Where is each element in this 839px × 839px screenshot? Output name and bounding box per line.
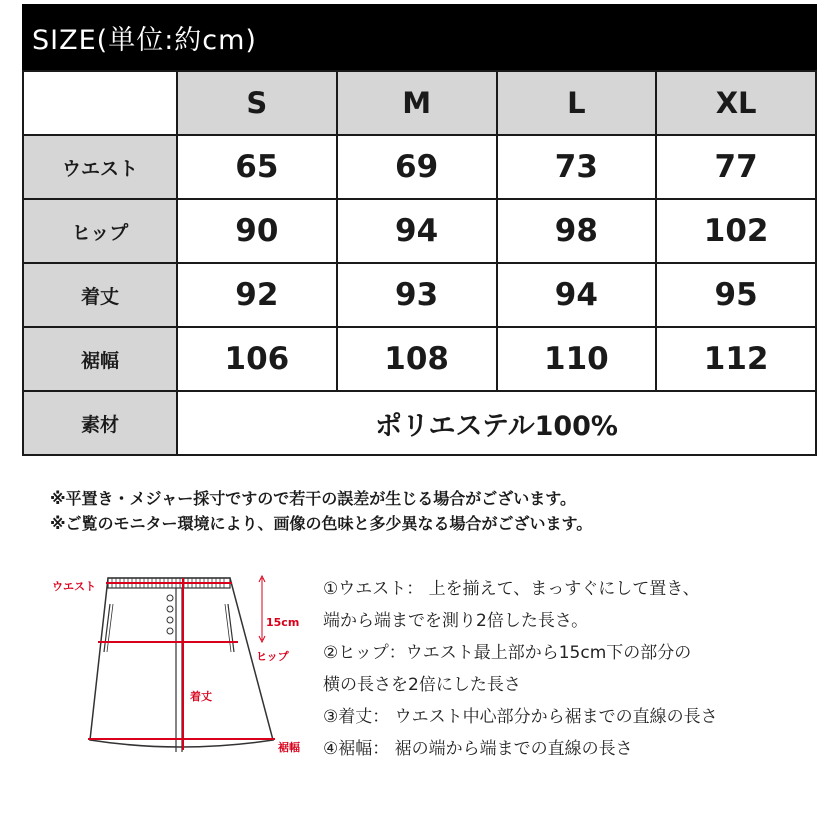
measurement-explanations xyxy=(323,573,718,765)
table-cell: 94 xyxy=(337,199,497,263)
table-cell: 90 xyxy=(177,199,337,263)
explanation-line: ④裾幅： 裾の端から端までの直線の長さ xyxy=(323,739,633,759)
diagram-label-15cm: 15cm xyxy=(266,616,300,629)
row-label-length: 着丈 xyxy=(23,263,177,327)
table-cell: 110 xyxy=(497,327,657,391)
size-title xyxy=(22,4,817,70)
table-cell: 92 xyxy=(177,263,337,327)
size-header-m: M xyxy=(337,71,497,135)
diagram-label-hip: ヒップ xyxy=(256,650,289,663)
row-label-hip: ヒップ xyxy=(23,199,177,263)
table-row-hip xyxy=(23,199,816,263)
table-cell: 93 xyxy=(337,263,497,327)
table-row-waist xyxy=(23,135,816,199)
size-header-l: L xyxy=(497,71,657,135)
table-cell: 108 xyxy=(337,327,497,391)
material-value: ポリエステル100% xyxy=(177,391,816,455)
size-header-xl: XL xyxy=(656,71,816,135)
explanation-line: 端から端までを測り2倍した長さ。 xyxy=(323,611,589,631)
diagram-label-hem: 裾幅 xyxy=(278,741,300,754)
size-header-row xyxy=(23,71,816,135)
table-row-length xyxy=(23,263,816,327)
skirt-diagram xyxy=(40,562,310,772)
row-label-material: 素材 xyxy=(23,391,177,455)
table-cell: 112 xyxy=(656,327,816,391)
diagram-label-length: 着丈 xyxy=(190,690,212,703)
note-measurement: ※平置き・メジャー採寸ですので若干の誤差が生じる場合がございます。 xyxy=(50,489,576,508)
explanation-line: ③着丈： ウエスト中心部分から裾までの直線の長さ xyxy=(323,707,718,727)
skirt-pocket-left-inner xyxy=(107,604,113,652)
table-cell: 98 xyxy=(497,199,657,263)
table-cell: 65 xyxy=(177,135,337,199)
table-cell: 73 xyxy=(497,135,657,199)
size-header-s: S xyxy=(177,71,337,135)
notes xyxy=(50,486,592,536)
skirt-pocket-right-inner xyxy=(225,604,231,652)
table-row-material xyxy=(23,391,816,455)
table-cell: 94 xyxy=(497,263,657,327)
table-cell: 69 xyxy=(337,135,497,199)
skirt-buttons xyxy=(167,595,173,634)
table-cell: 102 xyxy=(656,199,816,263)
table-row-hem xyxy=(23,327,816,391)
note-color: ※ご覧のモニター環境により、画像の色味と多少異なる場合がございます。 xyxy=(50,514,593,533)
explanation-line: ①ウエスト： 上を揃えて、まっすぐにして置き、 xyxy=(323,579,700,599)
table-cell: 95 xyxy=(656,263,816,327)
row-label-hem: 裾幅 xyxy=(23,327,177,391)
skirt-pocket-right xyxy=(228,604,234,652)
explanation-line: 横の長さを2倍にした長さ xyxy=(323,675,521,695)
size-title-text: SIZE(単位:約cm) xyxy=(32,24,257,56)
diagram-label-waist: ウエスト xyxy=(52,580,96,593)
size-table xyxy=(22,70,817,456)
explanation-line: ②ヒップ：ウエスト最上部から15cm下の部分の xyxy=(323,643,692,663)
table-cell: 77 xyxy=(656,135,816,199)
row-label-waist: ウエスト xyxy=(23,135,177,199)
table-cell: 106 xyxy=(177,327,337,391)
table-corner-cell xyxy=(23,71,177,135)
